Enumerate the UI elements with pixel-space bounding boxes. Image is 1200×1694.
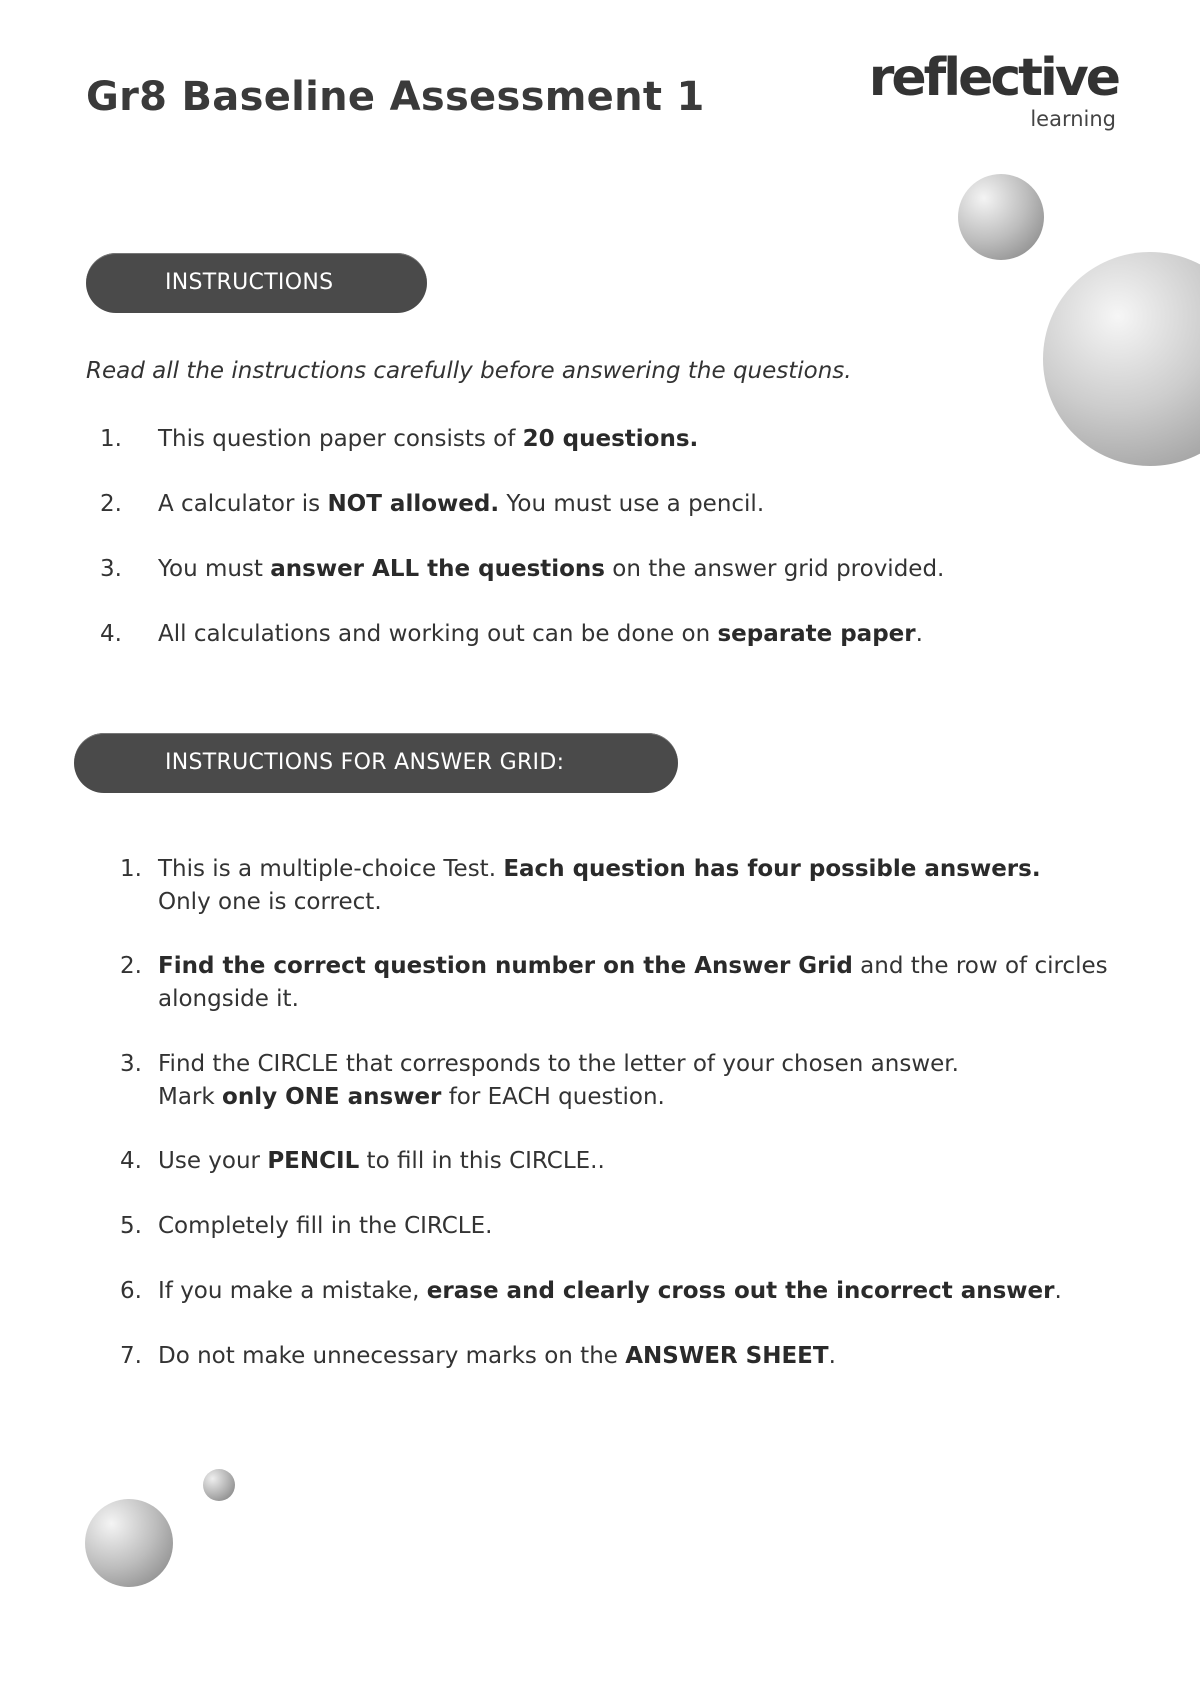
emphasis-text: 20 questions.	[522, 426, 699, 452]
decorative-sphere-medium-bottom	[85, 1499, 173, 1587]
emphasis-text: separate paper	[717, 621, 916, 647]
list-item-text	[158, 1145, 1118, 1178]
emphasis-text: NOT allowed.	[327, 491, 500, 517]
list-item-text	[158, 553, 1118, 586]
list-item-text	[158, 488, 1118, 521]
body-text: .	[915, 621, 923, 647]
list-item-text	[158, 1340, 1118, 1373]
emphasis-text: erase and clearly cross out the incorrect answer	[426, 1278, 1055, 1304]
list-item-text	[158, 853, 1118, 919]
reflective-learning-logo	[868, 48, 1118, 142]
decorative-sphere-tiny-bottom	[203, 1469, 235, 1501]
list-item-number: 3.	[100, 556, 122, 582]
emphasis-text: Each question has four possible answers.	[503, 856, 1041, 882]
body-text: You must use a pencil.	[499, 491, 765, 517]
page-title: Gr8 Baseline Assessment 1	[86, 74, 705, 120]
body-text: This is a multiple-choice Test.	[158, 856, 504, 882]
body-text: on the answer grid provided.	[605, 556, 945, 582]
body-text: .	[1054, 1278, 1062, 1304]
body-text: to fill in this CIRCLE..	[359, 1148, 605, 1174]
list-item-number: 3.	[120, 1051, 142, 1077]
list-item-text	[158, 1048, 1118, 1114]
body-text: and the row of circles	[852, 953, 1108, 979]
list-item-text	[158, 950, 1118, 1016]
body-text: Mark	[158, 1084, 223, 1110]
body-text: .	[828, 1343, 836, 1369]
body-text: If you make a mistake,	[158, 1278, 427, 1304]
list-item-text	[158, 1275, 1118, 1308]
emphasis-text: only ONE answer	[222, 1084, 442, 1110]
body-text: alongside it.	[158, 986, 299, 1012]
list-item-text	[158, 618, 1118, 651]
body-text: You must	[158, 556, 271, 582]
body-text: Completely fill in the CIRCLE.	[158, 1213, 493, 1239]
body-text: A calculator is	[158, 491, 328, 517]
intro-text: Read all the instructions carefully before answering the questions.	[86, 358, 852, 384]
body-text: All calculations and working out can be done on	[158, 621, 718, 647]
body-text: Only one is correct.	[158, 889, 382, 915]
list-item-number: 4.	[120, 1148, 142, 1174]
list-item-number: 2.	[120, 953, 142, 979]
answer-grid-section-header	[74, 733, 678, 793]
list-item-text	[158, 423, 1118, 456]
instructions-section-label: INSTRUCTIONS	[165, 270, 334, 295]
list-item-number: 6.	[120, 1278, 142, 1304]
emphasis-text: answer ALL the questions	[270, 556, 605, 582]
list-item-number: 5.	[120, 1213, 142, 1239]
body-text: Use your	[158, 1148, 268, 1174]
body-text: This question paper consists of	[158, 426, 523, 452]
body-text: Do not make unnecessary marks on the	[158, 1343, 626, 1369]
list-item-number: 1.	[100, 426, 122, 452]
decorative-sphere-small-top	[958, 174, 1044, 260]
list-item-number: 2.	[100, 491, 122, 517]
logo-subtitle: learning	[1030, 107, 1116, 131]
emphasis-text: ANSWER SHEET	[625, 1343, 829, 1369]
body-text: Find the CIRCLE that corresponds to the letter of your chosen answer.	[158, 1051, 959, 1077]
list-item-text	[158, 1210, 1118, 1243]
answer-grid-section-label: INSTRUCTIONS FOR ANSWER GRID:	[165, 750, 565, 775]
list-item-number: 1.	[120, 856, 142, 882]
body-text: for EACH question.	[441, 1084, 665, 1110]
emphasis-text: PENCIL	[267, 1148, 360, 1174]
list-item-number: 7.	[120, 1343, 142, 1369]
emphasis-text: Find the correct question number on the Answer Grid	[158, 953, 853, 979]
instructions-section-header	[86, 253, 427, 313]
list-item-number: 4.	[100, 621, 122, 647]
logo-wordmark: reflective	[868, 48, 1118, 108]
